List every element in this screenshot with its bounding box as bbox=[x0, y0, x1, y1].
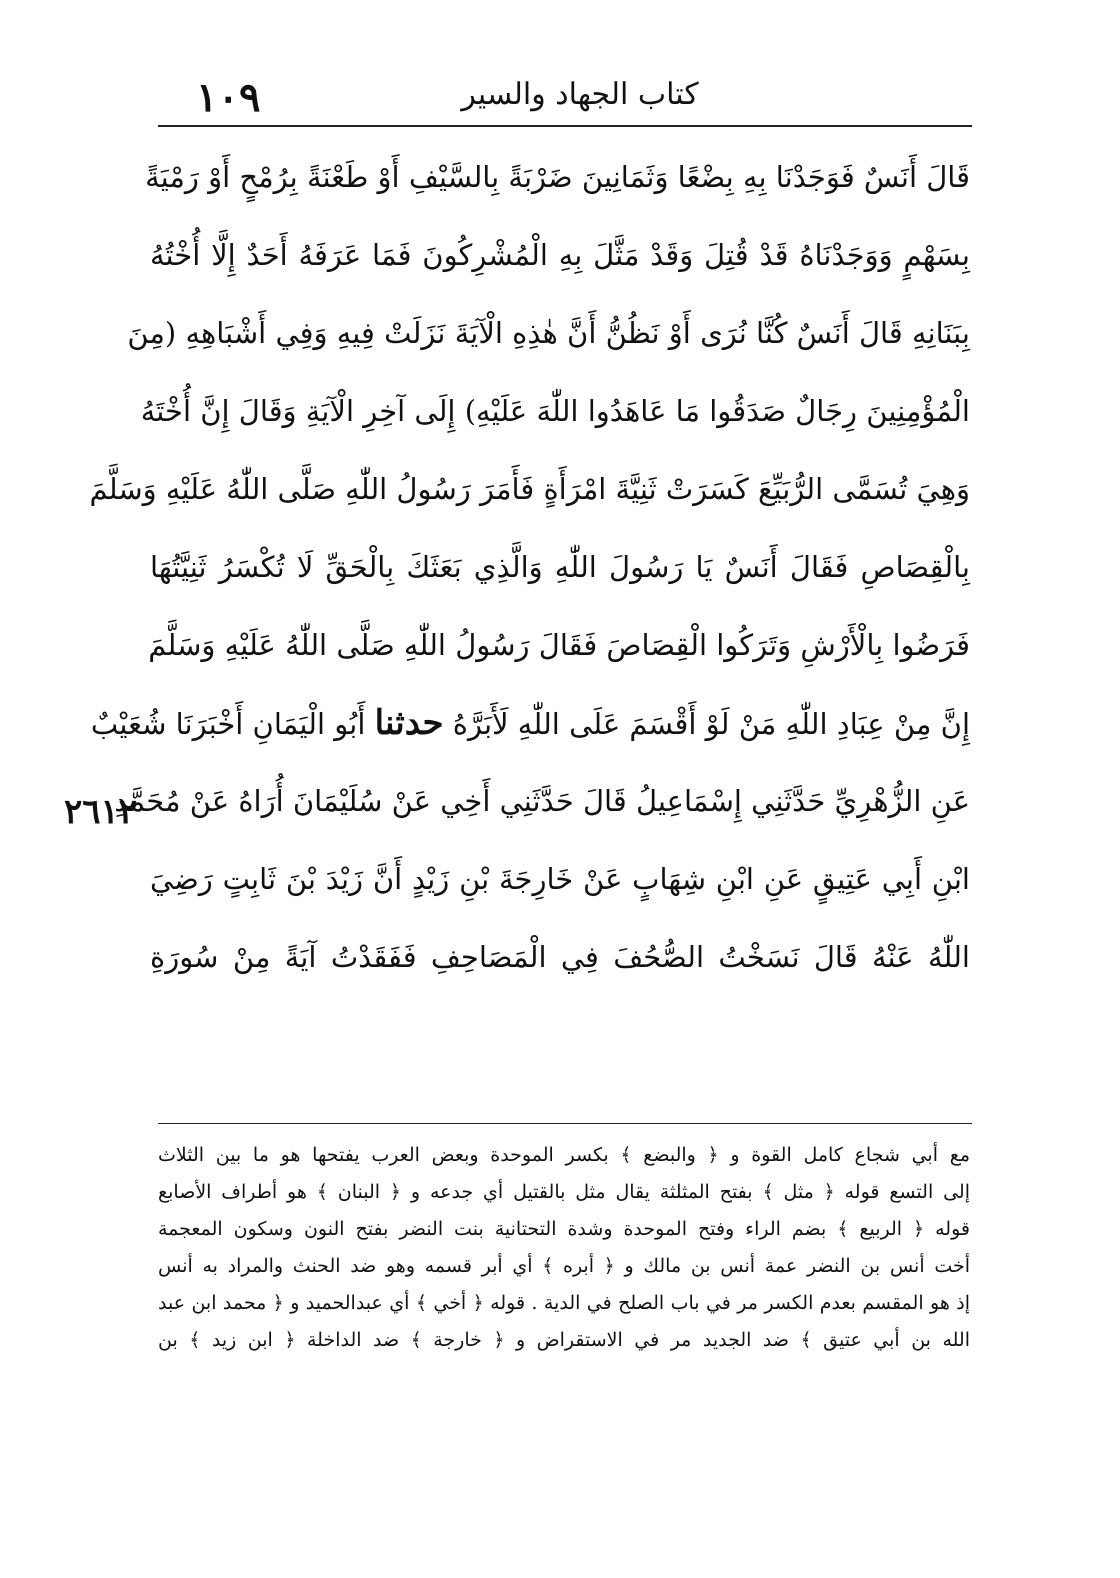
main-text-line: وَهِيَ تُسَمَّى الرُّبَيِّعَ كَسَرَتْ ثَنِيَّةَ امْرَأَةٍ فَأَمَرَ رَسُولُ اللّٰهِ صَلَّى اللّٰهُ عَلَيْهِ وَسَلَّمَ bbox=[89, 472, 970, 506]
hadith-number: ٢٦١٢ bbox=[64, 792, 138, 832]
main-text-segment: أَبُو الْيَمَانِ أَخْبَرَنَا شُعَيْبٌ bbox=[90, 707, 366, 741]
main-text-line: اللّٰهُ عَنْهُ قَالَ نَسَخْتُ الصُّحُفَ فِي الْمَصَاحِفِ فَفَقَدْتُ آيَةً مِنْ سُورَةِ bbox=[150, 940, 970, 974]
footnote-rule bbox=[158, 1123, 972, 1124]
footnote-line: قوله ﴿ الربيع ﴾ بضم الراء وفتح الموحدة وشدة التحتانية بنت النضر بفتح النون وسكون المعجمة bbox=[158, 1218, 970, 1240]
main-text-line: الْمُؤْمِنِينَ رِجَالٌ صَدَقُوا مَا عَاهَدُوا اللّٰهَ عَلَيْهِ) إِلَى آخِرِ الْآيَةِ وَقَالَ إِنَّ أُخْتَهُ bbox=[140, 394, 970, 428]
running-title: كتاب الجهاد والسير bbox=[461, 77, 699, 112]
footnotes bbox=[158, 1137, 970, 1359]
main-text-line: بِالْقِصَاصِ فَقَالَ أَنَسٌ يَا رَسُولَ اللّٰهِ وَالَّذِي بَعَثَكَ بِالْحَقِّ لَا تُكْسَرُ ثَنِيَّتُهَا bbox=[150, 550, 970, 584]
main-text-line: فَرَضُوا بِالْأَرْشِ وَتَرَكُوا الْقِصَاصَ فَقَالَ رَسُولُ اللّٰهِ صَلَّى اللّٰهُ عَلَيْهِ وَسَلَّمَ bbox=[148, 628, 970, 662]
footnote-line: مع أبي شجاع كامل القوة و ﴿ والبضع ﴾ بكسر الموحدة وبعض العرب يفتحها هو ما بين الثلاث bbox=[158, 1144, 970, 1166]
footnote-line: إلى التسع قوله ﴿ مثل ﴾ بفتح المثلثة يقال مثل بالقتيل أي جدعه و ﴿ البنان ﴾ هو أطراف الأصابع bbox=[158, 1181, 970, 1203]
main-text-line: بِسَهْمٍ وَوَجَدْنَاهُ قَدْ قُتِلَ وَقَدْ مَثَّلَ بِهِ الْمُشْرِكُونَ فَمَا عَرَفَهُ أَحَدٌ إِلَّا أُخْتُهُ bbox=[150, 238, 970, 272]
main-text-line: قَالَ أَنَسٌ فَوَجَدْنَا بِهِ بِضْعًا وَثَمَانِينَ ضَرْبَةً بِالسَّيْفِ أَوْ طَعْنَةً بِرُمْحٍ أَوْ رَمْيَةً bbox=[145, 160, 970, 194]
main-text-line: ابْنِ أَبِي عَتِيقٍ عَنِ ابْنِ شِهَابٍ عَنْ خَارِجَةَ بْنِ زَيْدٍ أَنَّ زَيْدَ بْنَ ثَابِتٍ رَضِيَ bbox=[150, 862, 970, 896]
main-text-segment: إِنَّ مِنْ عِبَادِ اللّٰهِ مَنْ لَوْ أَقْسَمَ عَلَى اللّٰهِ لَأَبَرَّهُ bbox=[452, 707, 970, 741]
footnote-line: أخت أنس بن النضر عمة أنس بن مالك و ﴿ أبره ﴾ أي أبر قسمه وهو ضد الحنث والمراد به أنس bbox=[158, 1255, 970, 1277]
footnote-line: الله بن أبي عتيق ﴾ ضد الجديد مر في الاستقراض و ﴿ خارجة ﴾ ضد الداخلة ﴿ ابن زيد ﴾ بن bbox=[158, 1329, 970, 1351]
page-number: ١٠٩ bbox=[196, 74, 261, 121]
haddathana-marker: حدثنا bbox=[374, 703, 444, 743]
footnote-line: إذ هو المقسم بعدم الكسر مر في باب الصلح في الدية . قوله ﴿ أخي ﴾ أي عبدالحميد و ﴿ محمد ابن عبد bbox=[158, 1292, 970, 1314]
main-text-line bbox=[90, 684, 970, 762]
main-text-line: عَنِ الزُّهْرِيِّ حَدَّثَنِي إِسْمَاعِيلُ قَالَ حَدَّثَنِي أَخِي عَنْ سُلَيْمَانَ أُرَاهُ عَنْ مُحَمَّدِ bbox=[114, 784, 970, 818]
main-text-line: بِبَنَانِهِ قَالَ أَنَسٌ كُنَّا نُرَى أَوْ نَظُنُّ أَنَّ هٰذِهِ الْآيَةَ نَزَلَتْ فِيهِ وَفِي أَشْبَاهِهِ (مِنَ bbox=[127, 316, 970, 350]
header-rule bbox=[158, 125, 972, 127]
